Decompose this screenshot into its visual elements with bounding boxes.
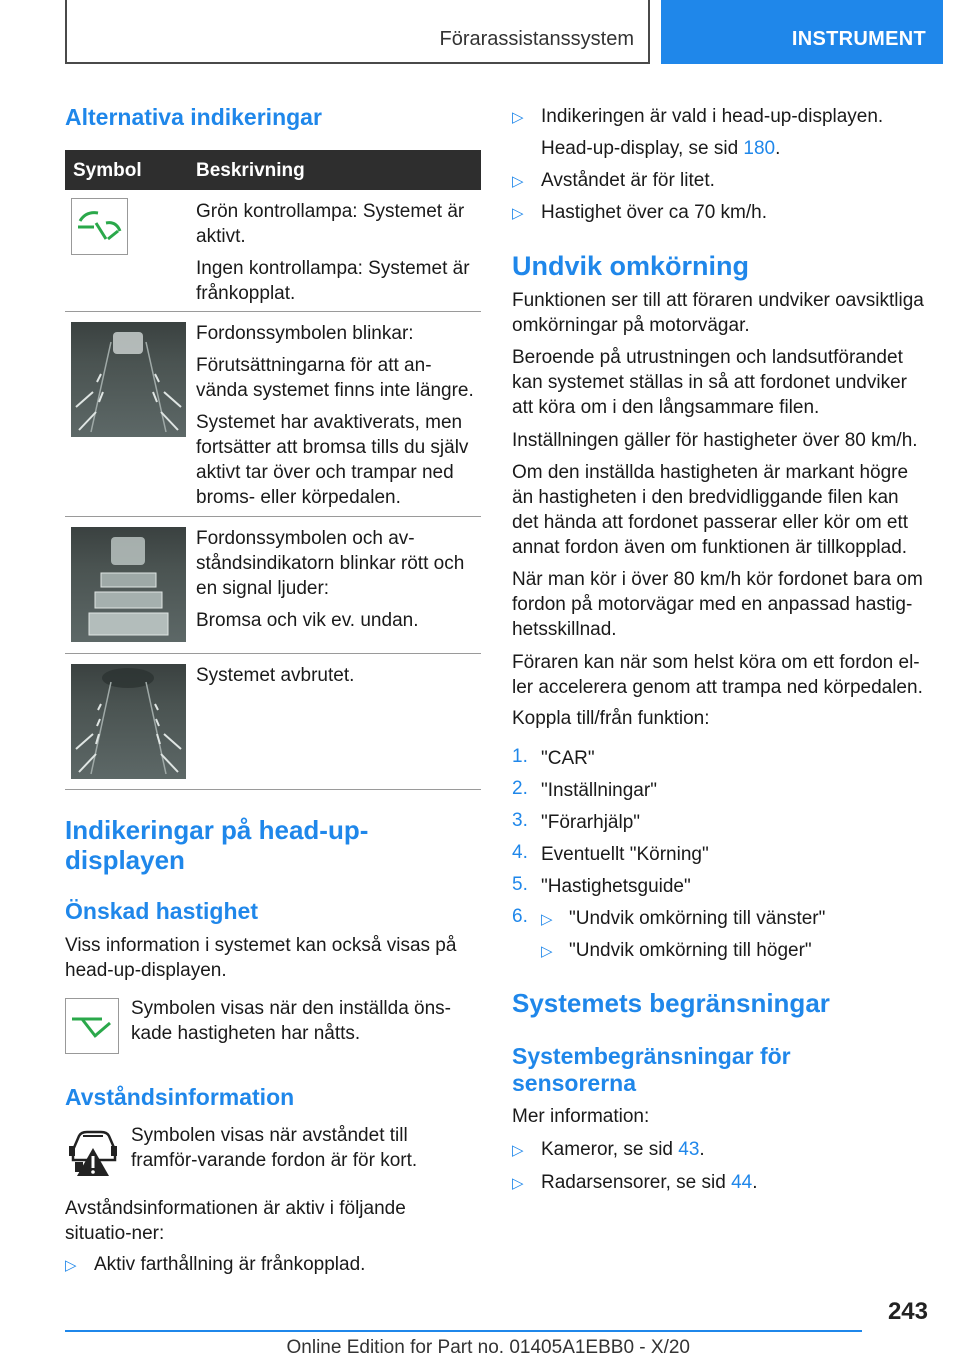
step-number: 6. <box>512 906 528 927</box>
speed-reached-icon <box>65 998 119 1054</box>
col-desc-header: Beskrivning <box>196 160 305 181</box>
step-number: 4. <box>512 842 528 863</box>
ref-suffix: . <box>775 138 781 159</box>
speed-icon-text: Symbolen visas när den inställda öns-kade hastigheten har nåtts. <box>131 998 452 1044</box>
bullet-icon: ▷ <box>512 173 524 190</box>
paragraph: När man kör i över 80 km/h kör fordonet bara om fordon på motorvägar med en anpassad hastig-hetsskillnad. <box>512 569 923 640</box>
green-car-lane-icon <box>71 198 128 255</box>
row-desc <box>196 663 477 695</box>
ref-text: Radarsensorer, se sid <box>541 1172 732 1193</box>
more-info-label: Mer information: <box>512 1106 650 1127</box>
step-number: 3. <box>512 810 528 831</box>
list-item: Aktiv farthållning är frånkopplad. <box>94 1254 366 1275</box>
section-label: Förarassistanssystem <box>439 28 634 50</box>
bullet-icon: ▷ <box>512 205 524 222</box>
paragraph: Föraren kan när som helst köra om ett fordon el-ler accelerera genom att trampa ned körpedalen. <box>512 652 923 698</box>
tab-label: INSTRUMENT <box>791 28 926 50</box>
hud-distance-red-image <box>71 527 186 642</box>
col-symbol-header: Symbol <box>73 160 142 181</box>
hud-indications-title: Indikeringar på head-up-displayen <box>65 815 369 875</box>
paragraph: Funktionen ser till att föraren undviker oavsiktliga omkörningar på motorvägar. <box>512 290 924 336</box>
step-number: 1. <box>512 746 528 767</box>
paragraph: Beroende på utrustningen och landsutförandet kan systemet ställas in så att fordonet undviker att köra om i den långsammare filen. <box>512 347 907 418</box>
step-number: 2. <box>512 778 528 799</box>
step-text: Eventuellt "Körning" <box>541 844 709 865</box>
desc-line: Fordonssymbolen och av-ståndsindikatorn blinkar rött och en signal ljuder: <box>196 528 465 599</box>
desired-speed-title: Önskad hastighet <box>65 898 258 924</box>
bullet-icon: ▷ <box>512 109 524 126</box>
list-item: Indikeringen är vald i head-up-displayen. <box>541 106 884 127</box>
step-text: "Hastighetsguide" <box>541 876 691 897</box>
bullet-icon: ▷ <box>512 1142 524 1159</box>
row-desc <box>196 321 477 517</box>
sensor-limits-title: Systembegränsningar för sensorerna <box>512 1043 791 1096</box>
list-item <box>541 1137 705 1162</box>
table-row <box>65 517 481 654</box>
list-item: Hastighet över ca 70 km/h. <box>541 202 767 223</box>
hud-system-off-image <box>71 664 186 779</box>
bullet-icon: ▷ <box>512 1175 524 1192</box>
ref-suffix: . <box>752 1172 758 1193</box>
table-header <box>65 150 481 190</box>
edition-text: Online Edition for Part no. 01405A1EBB0 - X/20 <box>286 1337 690 1358</box>
alt-indications-title: Alternativa indikeringar <box>65 104 322 130</box>
step-text: "CAR" <box>541 748 595 769</box>
row-desc <box>196 526 477 640</box>
paragraph: Inställningen gäller för hastigheter över 80 km/h. <box>512 430 918 451</box>
bullet-icon: ▷ <box>65 1257 77 1274</box>
list-item: Avståndet är för litet. <box>541 170 715 191</box>
paragraph: Om den inställda hastigheten är markant högre än hastigheten i den bredvidliggande filen kan det hända att fordonet passerar eller kör om ett annat fordon även om funktionen är tillkopplad. <box>512 462 909 558</box>
ref-suffix: . <box>699 1139 705 1160</box>
step-text: "Undvik omkörning till höger" <box>569 940 812 961</box>
desc-line: Systemet har avaktiverats, men fortsätter att bromsa tills du själv aktivt tar över och trampar ned broms- eller körpedalen. <box>196 412 469 508</box>
page-ref-link[interactable]: 44 <box>731 1172 753 1193</box>
desc-line: Bromsa och vik ev. undan. <box>196 610 419 631</box>
step-text: "Förarhjälp" <box>541 812 641 833</box>
distance-warning-icon <box>65 1120 121 1178</box>
desc-line: Fordonssymbolen blinkar: <box>196 323 414 344</box>
table-row <box>65 190 481 312</box>
system-limits-title: Systemets begränsningar <box>512 988 830 1018</box>
table-row <box>65 312 481 517</box>
ref-text: Head-up-display, se sid <box>541 138 744 159</box>
page-ref-link[interactable]: 180 <box>743 138 776 159</box>
desc-line: Systemet avbrutet. <box>196 665 355 686</box>
avoid-overtaking-title: Undvik omkörning <box>512 251 750 281</box>
step-text: "Undvik omkörning till vänster" <box>569 908 826 929</box>
page-ref-link[interactable]: 43 <box>678 1139 700 1160</box>
desired-speed-text: Viss information i systemet kan också visas på head-up-displayen. <box>65 935 457 981</box>
step-text: "Inställningar" <box>541 780 657 801</box>
distance-info-title: Avståndsinformation <box>65 1084 295 1110</box>
list-item <box>541 1170 758 1195</box>
paragraph: Koppla till/från funktion: <box>512 708 710 729</box>
desc-line: Förutsättningarna för att an-vända systemet finns inte längre. <box>196 355 474 401</box>
indications-table <box>65 150 481 790</box>
header-tab-instrument[interactable] <box>661 0 943 64</box>
list-item-sub <box>541 136 780 161</box>
footer-divider <box>65 1330 862 1332</box>
bullet-icon: ▷ <box>541 911 553 928</box>
desc-line: Ingen kontrollampa: Systemet är frånkopplat. <box>196 258 470 304</box>
distance-active-text: Avståndsinformationen är aktiv i följande situatio-ner: <box>65 1198 406 1244</box>
table-row <box>65 654 481 790</box>
distance-icon-text: Symbolen visas när avståndet till framför-varande fordon är för kort. <box>131 1125 418 1171</box>
page-number: 243 <box>887 1298 928 1325</box>
header-section <box>65 0 650 64</box>
ref-text: Kameror, se sid <box>541 1139 679 1160</box>
step-number: 5. <box>512 874 528 895</box>
desc-line: Grön kontrollampa: Systemet är aktivt. <box>196 201 465 247</box>
bullet-icon: ▷ <box>541 943 553 960</box>
hud-car-blink-image <box>71 322 186 437</box>
row-desc <box>196 199 477 313</box>
